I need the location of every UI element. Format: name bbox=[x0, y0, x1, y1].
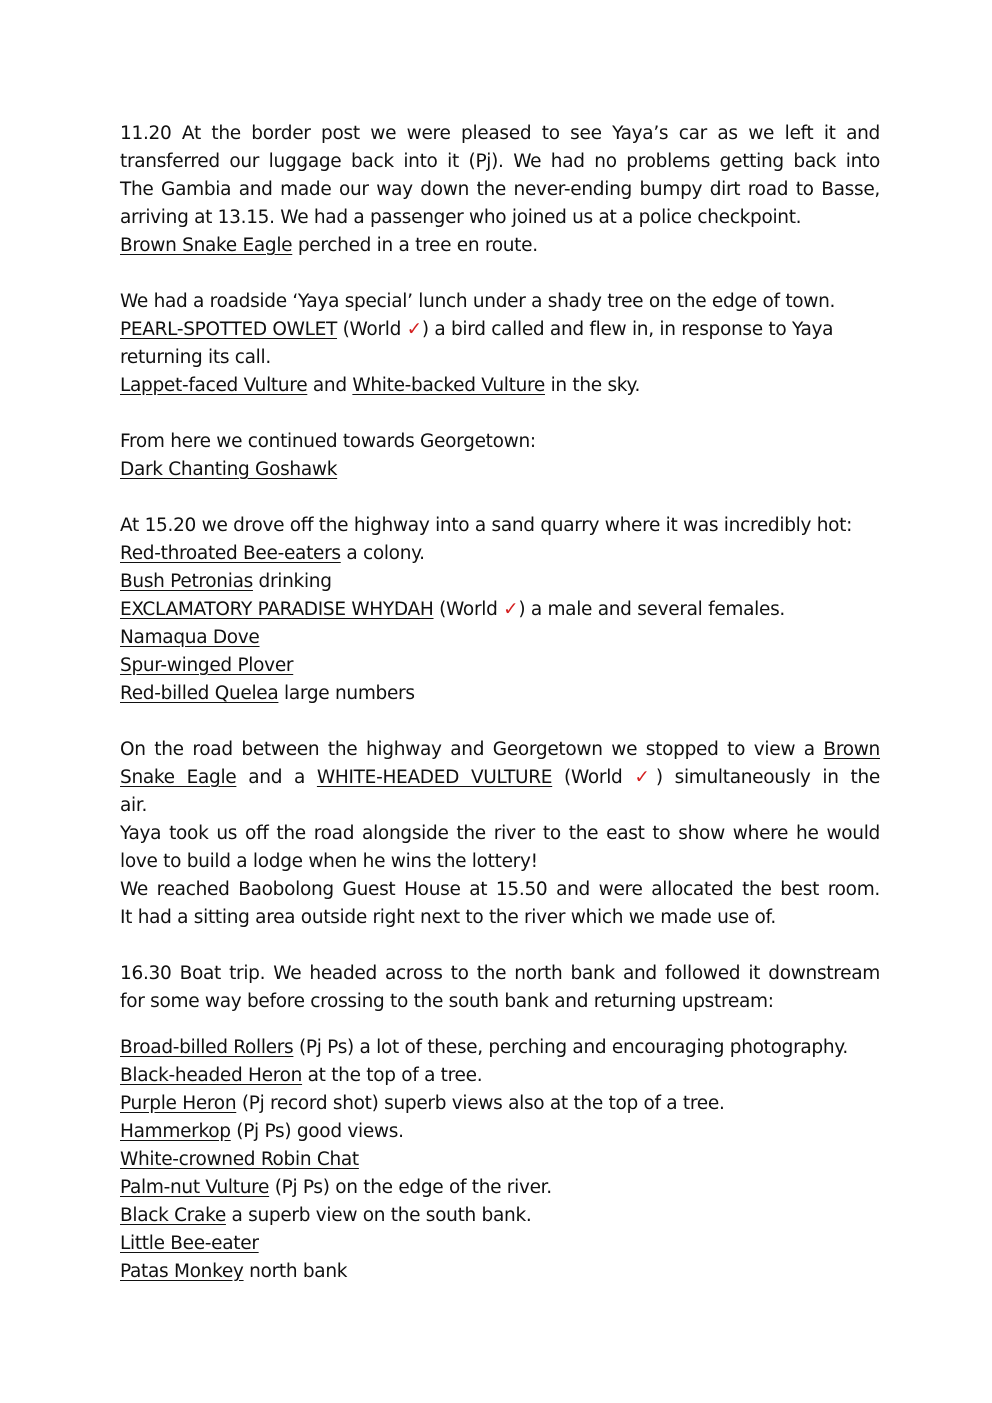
species-name: PEARL-SPOTTED OWLET bbox=[120, 319, 338, 340]
sighting-note: a superb view on the south bank. bbox=[225, 1205, 532, 1226]
text-line: returning its call. bbox=[120, 347, 271, 368]
text-line: We reached Baobolong Guest House at 15.50 and were allocated the best room. bbox=[120, 879, 880, 900]
text-line: From here we continued towards Georgetown: bbox=[120, 431, 536, 452]
text-line: 11.20 At the border post we were pleased to see Yaya’s car as we left it and bbox=[120, 123, 880, 144]
sighting-line bbox=[120, 1258, 880, 1286]
sighting-line bbox=[120, 624, 880, 652]
sighting-line bbox=[120, 1230, 880, 1258]
paragraph-lunch bbox=[120, 288, 880, 400]
sighting-line bbox=[120, 372, 880, 400]
sighting-note: north bank bbox=[243, 1261, 348, 1282]
checkmark-icon: ✓ bbox=[634, 767, 656, 788]
boat-sightings-list bbox=[120, 1034, 880, 1286]
species-name: Black Crake bbox=[120, 1205, 226, 1226]
text-line: air. bbox=[120, 795, 148, 816]
text-line: for some way before crossing to the south bank and returning upstream: bbox=[120, 991, 774, 1012]
sighting-note: ) a male and several females. bbox=[518, 599, 785, 620]
species-name: WHITE-HEADED VULTURE bbox=[316, 767, 553, 788]
paragraph-border-post bbox=[120, 120, 880, 260]
sighting-note: (Pj Ps) a lot of these, perching and encouraging photography. bbox=[293, 1037, 848, 1058]
text-line bbox=[120, 736, 880, 764]
species-name: Red-billed Quelea bbox=[120, 683, 279, 704]
document-page bbox=[120, 120, 880, 1286]
text-run: On the road between the highway and Georgetown we stopped to view a bbox=[120, 739, 824, 760]
sighting-line bbox=[120, 316, 880, 344]
sighting-note: drinking bbox=[252, 571, 332, 592]
sighting-note: and a bbox=[236, 767, 317, 788]
species-name: Red-throated Bee-eaters bbox=[120, 543, 341, 564]
text-line: arriving at 13.15. We had a passenger who joined us at a police checkpoint. bbox=[120, 207, 802, 228]
species-name: Little Bee-eater bbox=[120, 1233, 259, 1254]
sighting-line bbox=[120, 764, 880, 792]
sighting-line bbox=[120, 1034, 880, 1062]
text-line: Yaya took us off the road alongside the river to the east to show where he would bbox=[120, 823, 880, 844]
text-line: We had a roadside ‘Yaya special’ lunch under a shady tree on the edge of town. bbox=[120, 291, 836, 312]
sighting-line bbox=[120, 232, 880, 260]
species-name: Palm-nut Vulture bbox=[120, 1177, 270, 1198]
species-name: Dark Chanting Goshawk bbox=[120, 459, 338, 480]
sighting-line bbox=[120, 456, 880, 484]
sighting-line bbox=[120, 680, 880, 708]
sighting-line bbox=[120, 596, 880, 624]
sighting-note: large numbers bbox=[278, 683, 415, 704]
sighting-note: (World bbox=[552, 767, 635, 788]
text-line: transferred our luggage back into it (Pj). We had no problems getting back into bbox=[120, 151, 880, 172]
checkmark-icon: ✓ bbox=[503, 599, 519, 620]
text-line: It had a sitting area outside right next to the river which we made use of. bbox=[120, 907, 776, 928]
species-name: Spur-winged Plover bbox=[120, 655, 294, 676]
species-name: Lappet-faced Vulture bbox=[120, 375, 308, 396]
text-line: At 15.20 we drove off the highway into a sand quarry where it was incredibly hot: bbox=[120, 515, 853, 536]
species-name: White-crowned Robin Chat bbox=[120, 1149, 359, 1170]
species-name: Broad-billed Rollers bbox=[120, 1037, 294, 1058]
paragraph-sand-quarry bbox=[120, 512, 880, 708]
sighting-line bbox=[120, 1090, 880, 1118]
paragraph-georgetown bbox=[120, 428, 880, 484]
species-name: Bush Petronias bbox=[120, 571, 253, 592]
text-line: love to build a lodge when he wins the lottery! bbox=[120, 851, 538, 872]
sighting-note: a colony. bbox=[340, 543, 425, 564]
species-name: Hammerkop bbox=[120, 1121, 231, 1142]
sighting-note: ) a bird called and flew in, in response to Yaya bbox=[421, 319, 834, 340]
sighting-note: (Pj Ps) on the edge of the river. bbox=[269, 1177, 552, 1198]
paragraph-road-georgetown bbox=[120, 736, 880, 932]
sighting-line bbox=[120, 568, 880, 596]
species-name: EXCLAMATORY PARADISE WHYDAH bbox=[120, 599, 434, 620]
text-line: The Gambia and made our way down the never-ending bumpy dirt road to Basse, bbox=[120, 179, 880, 200]
species-name: Brown Snake Eagle bbox=[120, 235, 293, 256]
sighting-line bbox=[120, 1202, 880, 1230]
sighting-note: (Pj Ps) good views. bbox=[230, 1121, 404, 1142]
sighting-line bbox=[120, 1146, 880, 1174]
sighting-line bbox=[120, 1174, 880, 1202]
sighting-note: ) simultaneously in the bbox=[655, 767, 880, 788]
species-name: Brown bbox=[823, 739, 880, 760]
species-name: White-backed Vulture bbox=[352, 375, 545, 396]
species-name: Snake Eagle bbox=[120, 767, 237, 788]
paragraph-boat-trip bbox=[120, 960, 880, 1016]
sighting-note: and bbox=[307, 375, 353, 396]
species-name: Patas Monkey bbox=[120, 1261, 244, 1282]
sighting-note: perched in a tree en route. bbox=[292, 235, 538, 256]
sighting-line bbox=[120, 652, 880, 680]
sighting-note: (Pj record shot) superb views also at the top of a tree. bbox=[236, 1093, 725, 1114]
sighting-note: at the top of a tree. bbox=[302, 1065, 483, 1086]
sighting-line bbox=[120, 540, 880, 568]
species-name: Namaqua Dove bbox=[120, 627, 260, 648]
sighting-line bbox=[120, 1062, 880, 1090]
sighting-note: (World bbox=[337, 319, 407, 340]
species-name: Black-headed Heron bbox=[120, 1065, 303, 1086]
sighting-note: in the sky. bbox=[544, 375, 641, 396]
checkmark-icon: ✓ bbox=[406, 319, 422, 340]
species-name: Purple Heron bbox=[120, 1093, 237, 1114]
text-line: 16.30 Boat trip. We headed across to the north bank and followed it downstream bbox=[120, 963, 880, 984]
sighting-line bbox=[120, 1118, 880, 1146]
sighting-note: (World bbox=[433, 599, 504, 620]
